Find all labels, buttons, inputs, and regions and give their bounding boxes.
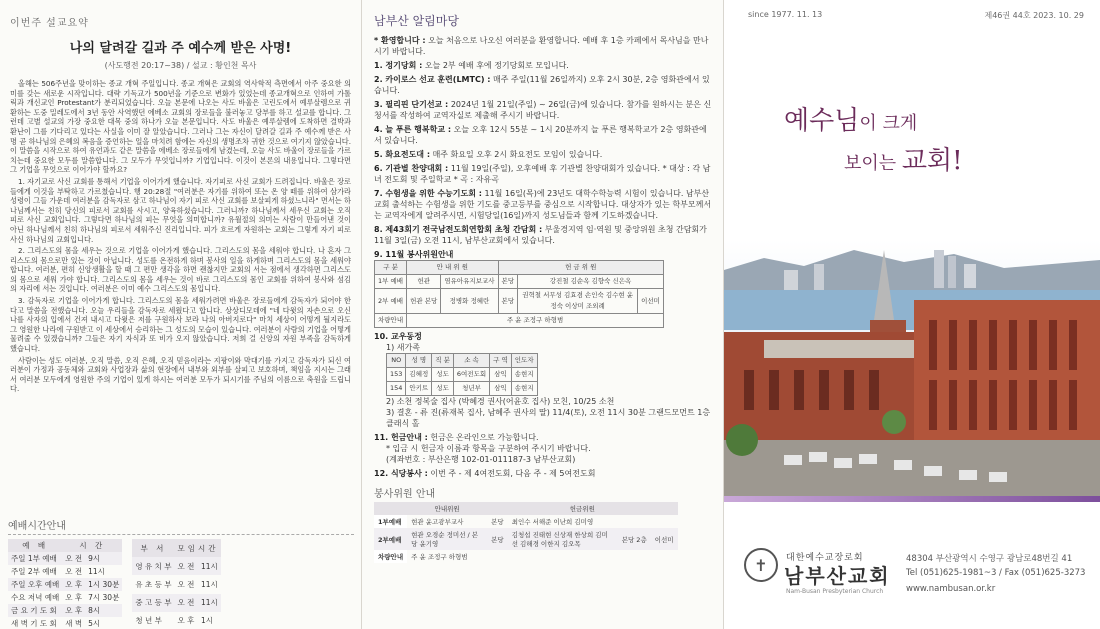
decorative-band bbox=[724, 496, 1100, 502]
announcement-item: * 환영합니다 : 오늘 처음으로 나오신 여러분을 환영합니다. 예배 후 1층 카페에서 목사님을 만나시기 바랍니다. bbox=[374, 36, 709, 56]
church-phone: Tel (051)625-1981~3 / Fax (051)625-3273 bbox=[906, 568, 1086, 578]
volunteer-table: 구 분 안 내 위 원 헌 금 위 원 1부 예배 헌관 염유아유지보교사 본당 강진철 김순옥 김향숙 신은옥 2부 예배 헌관 본당 정병화 정혜란 본당 권혁철 서무성 김효겸 손인숙 김수현 윤정숙 이상미 조외례 이선미 차량안내 주 윤 조정구 하형범 bbox=[374, 260, 664, 328]
announcement-list bbox=[362, 29, 723, 479]
bank-account: (계좌번호 : 부산은행 102-01-011187-3 남부산교회) bbox=[386, 455, 576, 464]
table-row: 유 초 등 부 오 전 11시 bbox=[135, 579, 218, 589]
news-line: 2) 소천 정복술 집사 (박혜경 권사(어윤호 집사) 모친, 10/25 소천 bbox=[386, 397, 615, 406]
sermon-subtitle: (사도행전 20:17~38) / 설교 : 황인천 목사 bbox=[104, 61, 257, 70]
members-news-section: 10. 교우동정 1) 새가족 NO 성 명 직 분 소 속 구 역 인도자 153 김혜정 성도 6여전도회 삼익 송현지 154 안키트 성도 청년부 삼익 송현지 2) 소천 정복술 집사 (박혜경 권사(어윤호 집사) 모친, 10/25 소천 3) 결혼 - 류 진(류재복 집사, 남혜주 권사의 딸) 11/4(토), 오전 11시 30분 그랜드모먼트 1층 클래식 홀 bbox=[374, 331, 713, 429]
service-committee-table: 안내위원 헌금위원 1부예배 현관 윤고광부교사 본당 최인수 서해준 이난희 김미영 2부예배 현관 오경순 정미선 / 본당 윤기영 본당 김청섭 진태현 신상재 한상희 김미선 김해경 이한지 김오목 본당 2층 이선미 차량안내 주 윤 조정구 하형범 bbox=[374, 502, 678, 563]
announcement-item: 4. 늘 푸른 행복학교 : 오늘 오후 12시 55분 ~ 1시 20분까지 늘 푸른 행복학교가 2층 영화관에서 있습니다. bbox=[374, 125, 707, 145]
church-logo-icon: ✝ bbox=[744, 548, 778, 582]
table-header: 모임시간 bbox=[174, 539, 221, 557]
table-row: 새 벽 기 도 회 새 벽 5시 bbox=[11, 619, 101, 628]
sermon-paragraph: 1. 자기교로 사신 교회를 통해서 기업을 이어가게 했습니다. 자기피로 사신 교회가 드려집니다. 바울은 장로들에게 이것을 부탁하고 가르쳤습니다. 행 20:28절 "여러분은 자기를 위하여 또는 온 양 떼를 위하여 삼가라 성령이 그들 가운데 여러분을 감독자로 삼고 하나님이 자기 피로 사신 교회를 보살피게 하셨느니라" 면서는 하나님께서는 친히 당신의 피로서 교회를 사시고, 양육하셨습니다. 그러니까? 하나님께서 세우신 교회는 오직 피로 사신 교회입니다. 그렇다면 하나님의 피는 무엇을 의미합니까? 유월절의 의미는 사람이 만들어낸 것이 아닌 하나님께서 친히 하나님의 피로서 세워주신 진리입니다. 피가 흐르게 자원하는 교회는 그렇게 자기 피로 사신 하나님의 교회입니다. bbox=[10, 176, 351, 244]
sermon-panel bbox=[0, 0, 362, 629]
slogan-line-1: 예수님이 크게 bbox=[784, 106, 918, 136]
sermon-section-tag: 이번주 설교요약 bbox=[10, 18, 89, 29]
denomination: 대한예수교장로회 bbox=[786, 553, 864, 563]
church-photo bbox=[724, 240, 1100, 500]
sermon-paragraph: 올해는 506주년을 맞이하는 종교 개혁 주일입니다. 종교 개혁은 교회의 역사학적 측면에서 아주 중요한 의미를 갖는 새로운 시작입니다. 대략 기독교가 500년을 기준으로 변화가 있었는데 종교개혁으로 인하여 가톨릭과 개신교인 Protestant가 분리되었습니다. 오늘 본문에 나오는 사도 바울은 고린도에서 예루살렘으로 귀환하는 도중 밀레도에서 3년 동안 사역했던 에베소 교회의 장로들을 불러놓고 당부를 하고 설교를 합니다. 그런데 고별 설교의 가장 중요한 대목 중의 하나가 오늘 본문입니다. 사도 바울은 예루살렘에 도착하면 결박과 환난이 그를 기다리고 있다는 사실을 이미 잘 알았습니다. 그러나 그는 자신이 달려갈 길과 주 예수께 받은 사명 곧 하나님의 은혜의 복음을 증언하는 일을 마치려 함에는 자신의 생명조차 귀한 것으로 여기지 않았습니다. 이 말씀을 시작으로 하여 유언과도 같은 말씀을 에베소 장로들에게 남겼는데, 오늘 사도 바울이 장로들을 가르치는데 중요한 모두를 말씀합니다. 그 모두가 무엇입니까? 기업입니다. 이것이 본론의 내용입니다. 그렇다면 그 기업을 무엇으로 이어가야 할까요? bbox=[10, 79, 351, 175]
table-header: 시 간 bbox=[62, 539, 122, 552]
new-family-table: NO 성 명 직 분 소 속 구 역 인도자 153 김혜정 성도 6여전도회 삼익 송현지 154 안키트 성도 청년부 삼익 송현지 bbox=[386, 353, 538, 396]
volunteer-section bbox=[374, 249, 713, 328]
table-row: 금 요 기 도 회 오 후 8시 bbox=[8, 604, 122, 617]
table-row: 주일 1부 예배 오 전 9시 bbox=[8, 552, 122, 565]
offering-section: 11. 헌금안내 : 헌금은 온라인으로 가능합니다. * 입금 시 헌금자 이름과 항목을 구분하여 주시기 바랍니다. (계좌번호 : 부산은행 102-01-011187-3 남부산교회) bbox=[374, 432, 713, 465]
announcements-panel bbox=[362, 0, 724, 629]
table-row: 청 년 부 오 후 1시 bbox=[135, 616, 214, 626]
table-row: 154 안키트 성도 청년부 삼익 송현지 bbox=[387, 382, 538, 396]
table-row: 153 김혜정 성도 6여전도회 삼익 송현지 bbox=[387, 368, 538, 382]
announcement-item: 5. 화요전도대 : 매주 화요일 오후 2시 화요전도 모임이 있습니다. bbox=[374, 150, 603, 159]
church-name: 남부산교회 bbox=[784, 564, 891, 588]
church-address: 48304 부산광역시 수영구 광남로48번길 41 bbox=[906, 554, 1073, 564]
announcement-item: 2. 카이로스 선교 훈련(LMTC) : 매주 주일(11월 26일까지) 오후 2시 30분, 2층 영화관에서 있습니다. bbox=[374, 75, 710, 95]
news-line: 3) 결혼 - 류 진(류재복 집사, 남혜주 권사의 딸) 11/4(토), 오전 11시 30분 그랜드모먼트 1층 클래식 홀 bbox=[386, 408, 711, 428]
announcements-title: 남부산 알림마당 bbox=[374, 14, 459, 28]
table-row: 주일 오후 예배 오 후 1시 30분 bbox=[8, 578, 122, 591]
table-row: 영 유 치 부 오 전 11시 bbox=[132, 557, 221, 575]
table-row: 2부예배 현관 오경순 정미선 / 본당 윤기영 본당 김청섭 진태현 신상재 한상희 김미선 김해경 이한지 김오목 본당 2층 이선미 bbox=[374, 528, 678, 550]
sermon-body bbox=[0, 71, 361, 511]
table-row: 2부 예배 헌관 본당 정병화 정혜란 본당 권혁철 서무성 김효겸 손인숙 김수현 윤정숙 이상미 조외례 이선미 bbox=[375, 289, 664, 314]
sermon-paragraph: 3. 감독자로 기업을 이어가게 합니다. 그리스도의 몸을 세워가려면 바울은 장로들에게 감독자가 되어야 한다고 말씀을 전했습니다. 오늘 우리들을 감독자로 세웠다고 합니다. 상상디모데에 "네 다윗의 자손으로 오신 나를 사자의 입에서 건져 내시고 다윗은 저를 구원하사 보라 나의 아버지로다" 마치 세상이 어떻게 될지라도 그 영원한 나라에 구원받고 이 세상에서 승리하는 그 성도의 모습이 있습니다. 여러분이 사람의 기업을 어떻게 물려줄 수 있겠습니까? 그들은 자기 자식과 또 비가 오지 않았습니다. 저희 걸 신앙의 자원 부족을 감독하게 했습니다. bbox=[10, 296, 351, 354]
sermon-paragraph: 사람이는 성도 여러분, 오직 말씀, 오직 은혜, 오직 믿음이라는 지팡이와 막대기를 가지고 감독자가 되신 여러분이 가정과 공동체와 교회와 사업장과 삶의 현장에서 내부와 외부를 살피고 보호하며, 책임을 지시는 그래서 여러분 모두에게 영원한 주의 기업이 있게 하시는 여러분 모두가 되시기를 주님의 이름으로 축원을 드립니다. bbox=[10, 355, 351, 394]
sermon-title: 나의 달려갈 길과 주 예수께 받은 사명! bbox=[69, 41, 292, 56]
announcement-item: 3. 필리핀 단기선교 : 2024년 1월 21일(주일) ~ 26일(금)에 있습니다. 참가를 원하시는 분은 신청서를 작성하여 교역자실로 제출해 주시기 바랍니다. bbox=[374, 100, 712, 120]
church-name-en: Nam-Busan Presbyterian Church bbox=[786, 588, 884, 595]
announcement-item: 1. 정기당회 : 오늘 2부 예배 후에 정기당회로 모입니다. bbox=[374, 61, 569, 70]
service-committee-title: 봉사위원 안내 bbox=[374, 489, 436, 500]
announcement-item: 6. 기관별 찬양대회 : 11월 19일(주일), 오후예배 후 기관별 찬양대회가 있습니다. * 대상 : 각 남녀 전도회 및 주일학교 * 곡 : 자유곡 bbox=[374, 164, 711, 184]
table-row: 차량안내 주 윤 조정구 하형범 bbox=[375, 314, 664, 328]
announcement-item: 8. 제43회기 전국남전도회연합회 초청 간담회 : 부울경지역 임·역원 및 중앙위원 초청 간담회가 11월 3일(금) 오전 11시, 남부산교회에서 있습니다. bbox=[374, 225, 707, 245]
department-table bbox=[132, 539, 221, 629]
table-row: 1부 예배 헌관 염유아유지보교사 본당 강진철 김순옥 김향숙 신은옥 bbox=[375, 275, 664, 289]
issue-info: 제46권 44호 2023. 10. 29 bbox=[984, 11, 1084, 20]
church-website-link[interactable]: www.nambusan.or.kr bbox=[906, 584, 996, 594]
sermon-paragraph: 2. 그리스도의 몸을 세우는 것으로 기업을 이어가게 했습니다. 그리스도의 몸을 세워야 합니다. 나 혼자 그리스도의 몸으로만 있는 것이 아닙니다. 성도를 온전하게 하며 봉사의 일을 하게하며 그리스도의 몸을 세워야 합니다. 여러분, 편히 신앙생활을 할 때 그 편만 생각을 하면 괜찮지만 교회의 서는 점에서 생각하면 그리스도의 몸으로 세워 가야 합니다. 그리스도의 몸을 세우는 것이 바로 그리스도의 몸인 교회를 위하여 봉사와 섬김의 자리에 서는 것입니다. 여러분은 이미 예수 그리스도의 몸입니다. bbox=[10, 246, 351, 294]
cover-panel bbox=[724, 0, 1100, 629]
volunteer-title: 9. 11월 봉사위원안내 bbox=[374, 250, 454, 259]
table-row: 1부예배 현관 윤고광부교사 본당 최인수 서해준 이난희 김미영 bbox=[374, 515, 678, 528]
worship-table bbox=[8, 539, 122, 629]
table-row: 수요 저녁 예배 오 후 7시 30분 bbox=[11, 593, 120, 602]
table-header: 부 서 bbox=[132, 539, 174, 557]
table-header: 예 배 bbox=[8, 539, 62, 552]
table-row: 주일 2부 예배 오 전 11시 bbox=[11, 567, 105, 576]
meal-service: 12. 식당봉사 : 이번 주 - 제 4여전도회, 다음 주 - 제 5여전도회 bbox=[374, 469, 596, 478]
announcement-item: 7. 수험생을 위한 수능기도회 : 11월 16일(목)에 23년도 대학수학능력 시험이 있습니다. 남부산교회 출석하는 수험생을 위한 기도를 중고등부를 중심으로 시작합니다. 대상자가 있는 학부모께서는 교역자에게 알려주시면, 시험당일(16일)까지 성도님들과 함께 기도하겠습니다. bbox=[374, 189, 712, 220]
worship-title: 예배시간안내 bbox=[8, 517, 354, 535]
table-row: 차량안내 주 윤 조정구 하형범 bbox=[374, 550, 678, 563]
slogan-line-2: 보이는 교회! bbox=[844, 146, 963, 176]
since-date: since 1977. 11. 13 bbox=[748, 10, 823, 19]
table-row: 중 고 등 부 오 전 11시 bbox=[132, 594, 221, 612]
